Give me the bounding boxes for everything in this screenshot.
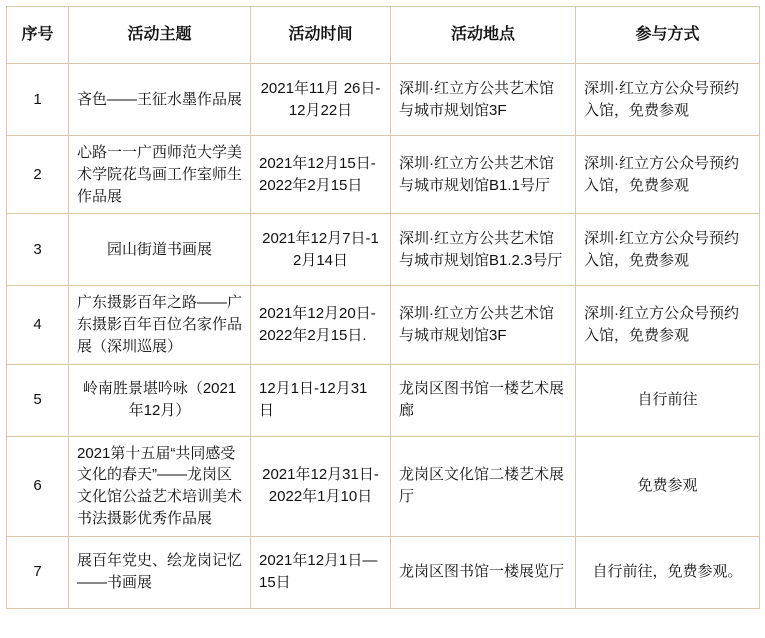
cell-place: 深圳·红立方公共艺术馆与城市规划馆B1.1号厅 bbox=[391, 136, 576, 214]
table-row bbox=[7, 436, 760, 536]
cell-index: 1 bbox=[7, 64, 69, 136]
column-header-join: 参与方式 bbox=[576, 7, 760, 64]
table-row bbox=[7, 536, 760, 608]
column-header-place: 活动地点 bbox=[391, 7, 576, 64]
cell-time: 2021年11月 26日-12月22日 bbox=[251, 64, 391, 136]
cell-theme: 2021第十五届“共同感受文化的春天”——龙岗区文化馆公益艺术培训美术书法摄影优秀作品展 bbox=[69, 436, 251, 536]
cell-theme: 展百年党史、绘龙岗记忆——书画展 bbox=[69, 536, 251, 608]
cell-join: 深圳·红立方公众号预约入馆，免费参观 bbox=[576, 286, 760, 364]
cell-index: 7 bbox=[7, 536, 69, 608]
table-header-row bbox=[7, 7, 760, 64]
cell-place: 深圳·红立方公共艺术馆与城市规划馆B1.2.3号厅 bbox=[391, 214, 576, 286]
column-header-index: 序号 bbox=[7, 7, 69, 64]
cell-place: 深圳·红立方公共艺术馆与城市规划馆3F bbox=[391, 286, 576, 364]
table-body bbox=[7, 64, 760, 609]
table-row bbox=[7, 214, 760, 286]
cell-join: 自行前往 bbox=[576, 364, 760, 436]
table-row bbox=[7, 136, 760, 214]
cell-theme: 园山街道书画展 bbox=[69, 214, 251, 286]
cell-index: 2 bbox=[7, 136, 69, 214]
cell-index: 4 bbox=[7, 286, 69, 364]
cell-join: 自行前往，免费参观。 bbox=[576, 536, 760, 608]
cell-theme: 广东摄影百年之路——广东摄影百年百位名家作品展（深圳巡展） bbox=[69, 286, 251, 364]
cell-theme: 岭南胜景堪吟咏（2021年12月） bbox=[69, 364, 251, 436]
cell-index: 6 bbox=[7, 436, 69, 536]
cell-theme: 吝色——王征水墨作品展 bbox=[69, 64, 251, 136]
cell-time: 2021年12月31日-2022年1月10日 bbox=[251, 436, 391, 536]
cell-place: 深圳·红立方公共艺术馆与城市规划馆3F bbox=[391, 64, 576, 136]
cell-place: 龙岗区文化馆二楼艺术展厅 bbox=[391, 436, 576, 536]
cell-join: 免费参观 bbox=[576, 436, 760, 536]
cell-time: 12月1日-12月31日 bbox=[251, 364, 391, 436]
table-row bbox=[7, 64, 760, 136]
table-header bbox=[7, 7, 760, 64]
column-header-time: 活动时间 bbox=[251, 7, 391, 64]
activity-table bbox=[6, 6, 760, 609]
table-row bbox=[7, 364, 760, 436]
cell-time: 2021年12月20日-2022年2月15日. bbox=[251, 286, 391, 364]
column-header-theme: 活动主题 bbox=[69, 7, 251, 64]
cell-time: 2021年12月7日-12月14日 bbox=[251, 214, 391, 286]
cell-join: 深圳·红立方公众号预约入馆，免费参观 bbox=[576, 64, 760, 136]
table-row bbox=[7, 286, 760, 364]
cell-place: 龙岗区图书馆一楼展览厅 bbox=[391, 536, 576, 608]
cell-theme: 心路一一广西师范大学美术学院花鸟画工作室师生作品展 bbox=[69, 136, 251, 214]
cell-time: 2021年12月15日-2022年2月15日 bbox=[251, 136, 391, 214]
cell-place: 龙岗区图书馆一楼艺术展廊 bbox=[391, 364, 576, 436]
cell-index: 3 bbox=[7, 214, 69, 286]
cell-join: 深圳·红立方公众号预约入馆，免费参观 bbox=[576, 214, 760, 286]
cell-join: 深圳·红立方公众号预约入馆，免费参观 bbox=[576, 136, 760, 214]
cell-time: 2021年12月1日—15日 bbox=[251, 536, 391, 608]
cell-index: 5 bbox=[7, 364, 69, 436]
